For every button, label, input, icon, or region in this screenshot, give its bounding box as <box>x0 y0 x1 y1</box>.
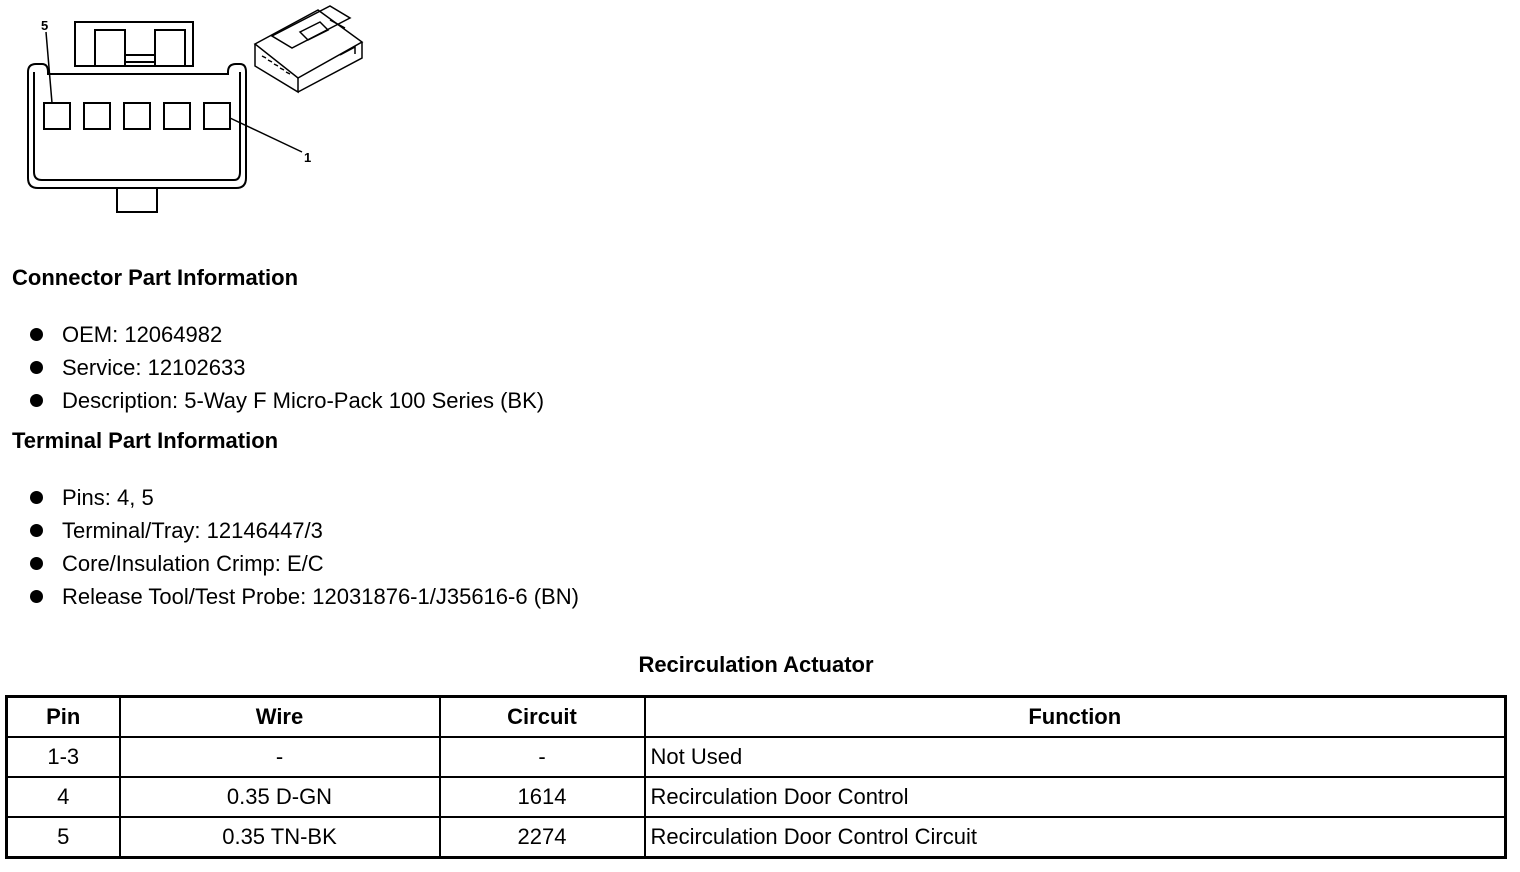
pin-cavity-2 <box>164 103 190 129</box>
terminal-part-info-heading: Terminal Part Information <box>12 428 279 453</box>
cell-wire: 0.35 TN-BK <box>120 817 440 858</box>
cell-function: Recirculation Door Control <box>645 777 1506 817</box>
cell-pin: 1-3 <box>7 737 120 777</box>
list-item: Pins: 4, 5 <box>30 481 579 514</box>
list-item: Terminal/Tray: 12146447/3 <box>30 514 579 547</box>
pinout-table <box>5 695 1507 859</box>
connector-part-info-list <box>30 318 544 417</box>
list-item: Description: 5-Way F Micro-Pack 100 Series (BK) <box>30 384 544 417</box>
table-row <box>7 817 1506 858</box>
cell-function: Recirculation Door Control Circuit <box>645 817 1506 858</box>
table-row <box>7 777 1506 817</box>
pin-cavity-1 <box>204 103 230 129</box>
connector-body <box>28 64 246 188</box>
cell-circuit: 2274 <box>440 817 645 858</box>
cell-function: Not Used <box>645 737 1506 777</box>
cell-circuit: - <box>440 737 645 777</box>
list-item: Service: 12102633 <box>30 351 544 384</box>
cell-pin: 4 <box>7 777 120 817</box>
cell-pin: 5 <box>7 817 120 858</box>
connector-key <box>117 188 157 212</box>
table-header-row <box>7 697 1506 738</box>
table-title: Recirculation Actuator <box>638 652 874 677</box>
cell-circuit: 1614 <box>440 777 645 817</box>
pin5-label: 5 <box>41 18 49 33</box>
connector-latch <box>75 22 193 66</box>
pin-cavity-5 <box>44 103 70 129</box>
connector-iso-view <box>255 6 362 92</box>
header-wire: Wire <box>120 697 440 738</box>
connector-diagram <box>0 0 400 220</box>
list-item: Core/Insulation Crimp: E/C <box>30 547 579 580</box>
header-function: Function <box>645 697 1506 738</box>
cell-wire: - <box>120 737 440 777</box>
pin1-label: 1 <box>304 150 312 165</box>
list-item: OEM: 12064982 <box>30 318 544 351</box>
terminal-part-info-list <box>30 481 579 613</box>
connector-part-info-heading: Connector Part Information <box>12 265 299 290</box>
list-item: Release Tool/Test Probe: 12031876-1/J35616-6 (BN) <box>30 580 579 613</box>
pin-cavity-4 <box>84 103 110 129</box>
header-circuit: Circuit <box>440 697 645 738</box>
cell-wire: 0.35 D-GN <box>120 777 440 817</box>
table-row <box>7 737 1506 777</box>
pin-cavity-3 <box>124 103 150 129</box>
header-pin: Pin <box>7 697 120 738</box>
